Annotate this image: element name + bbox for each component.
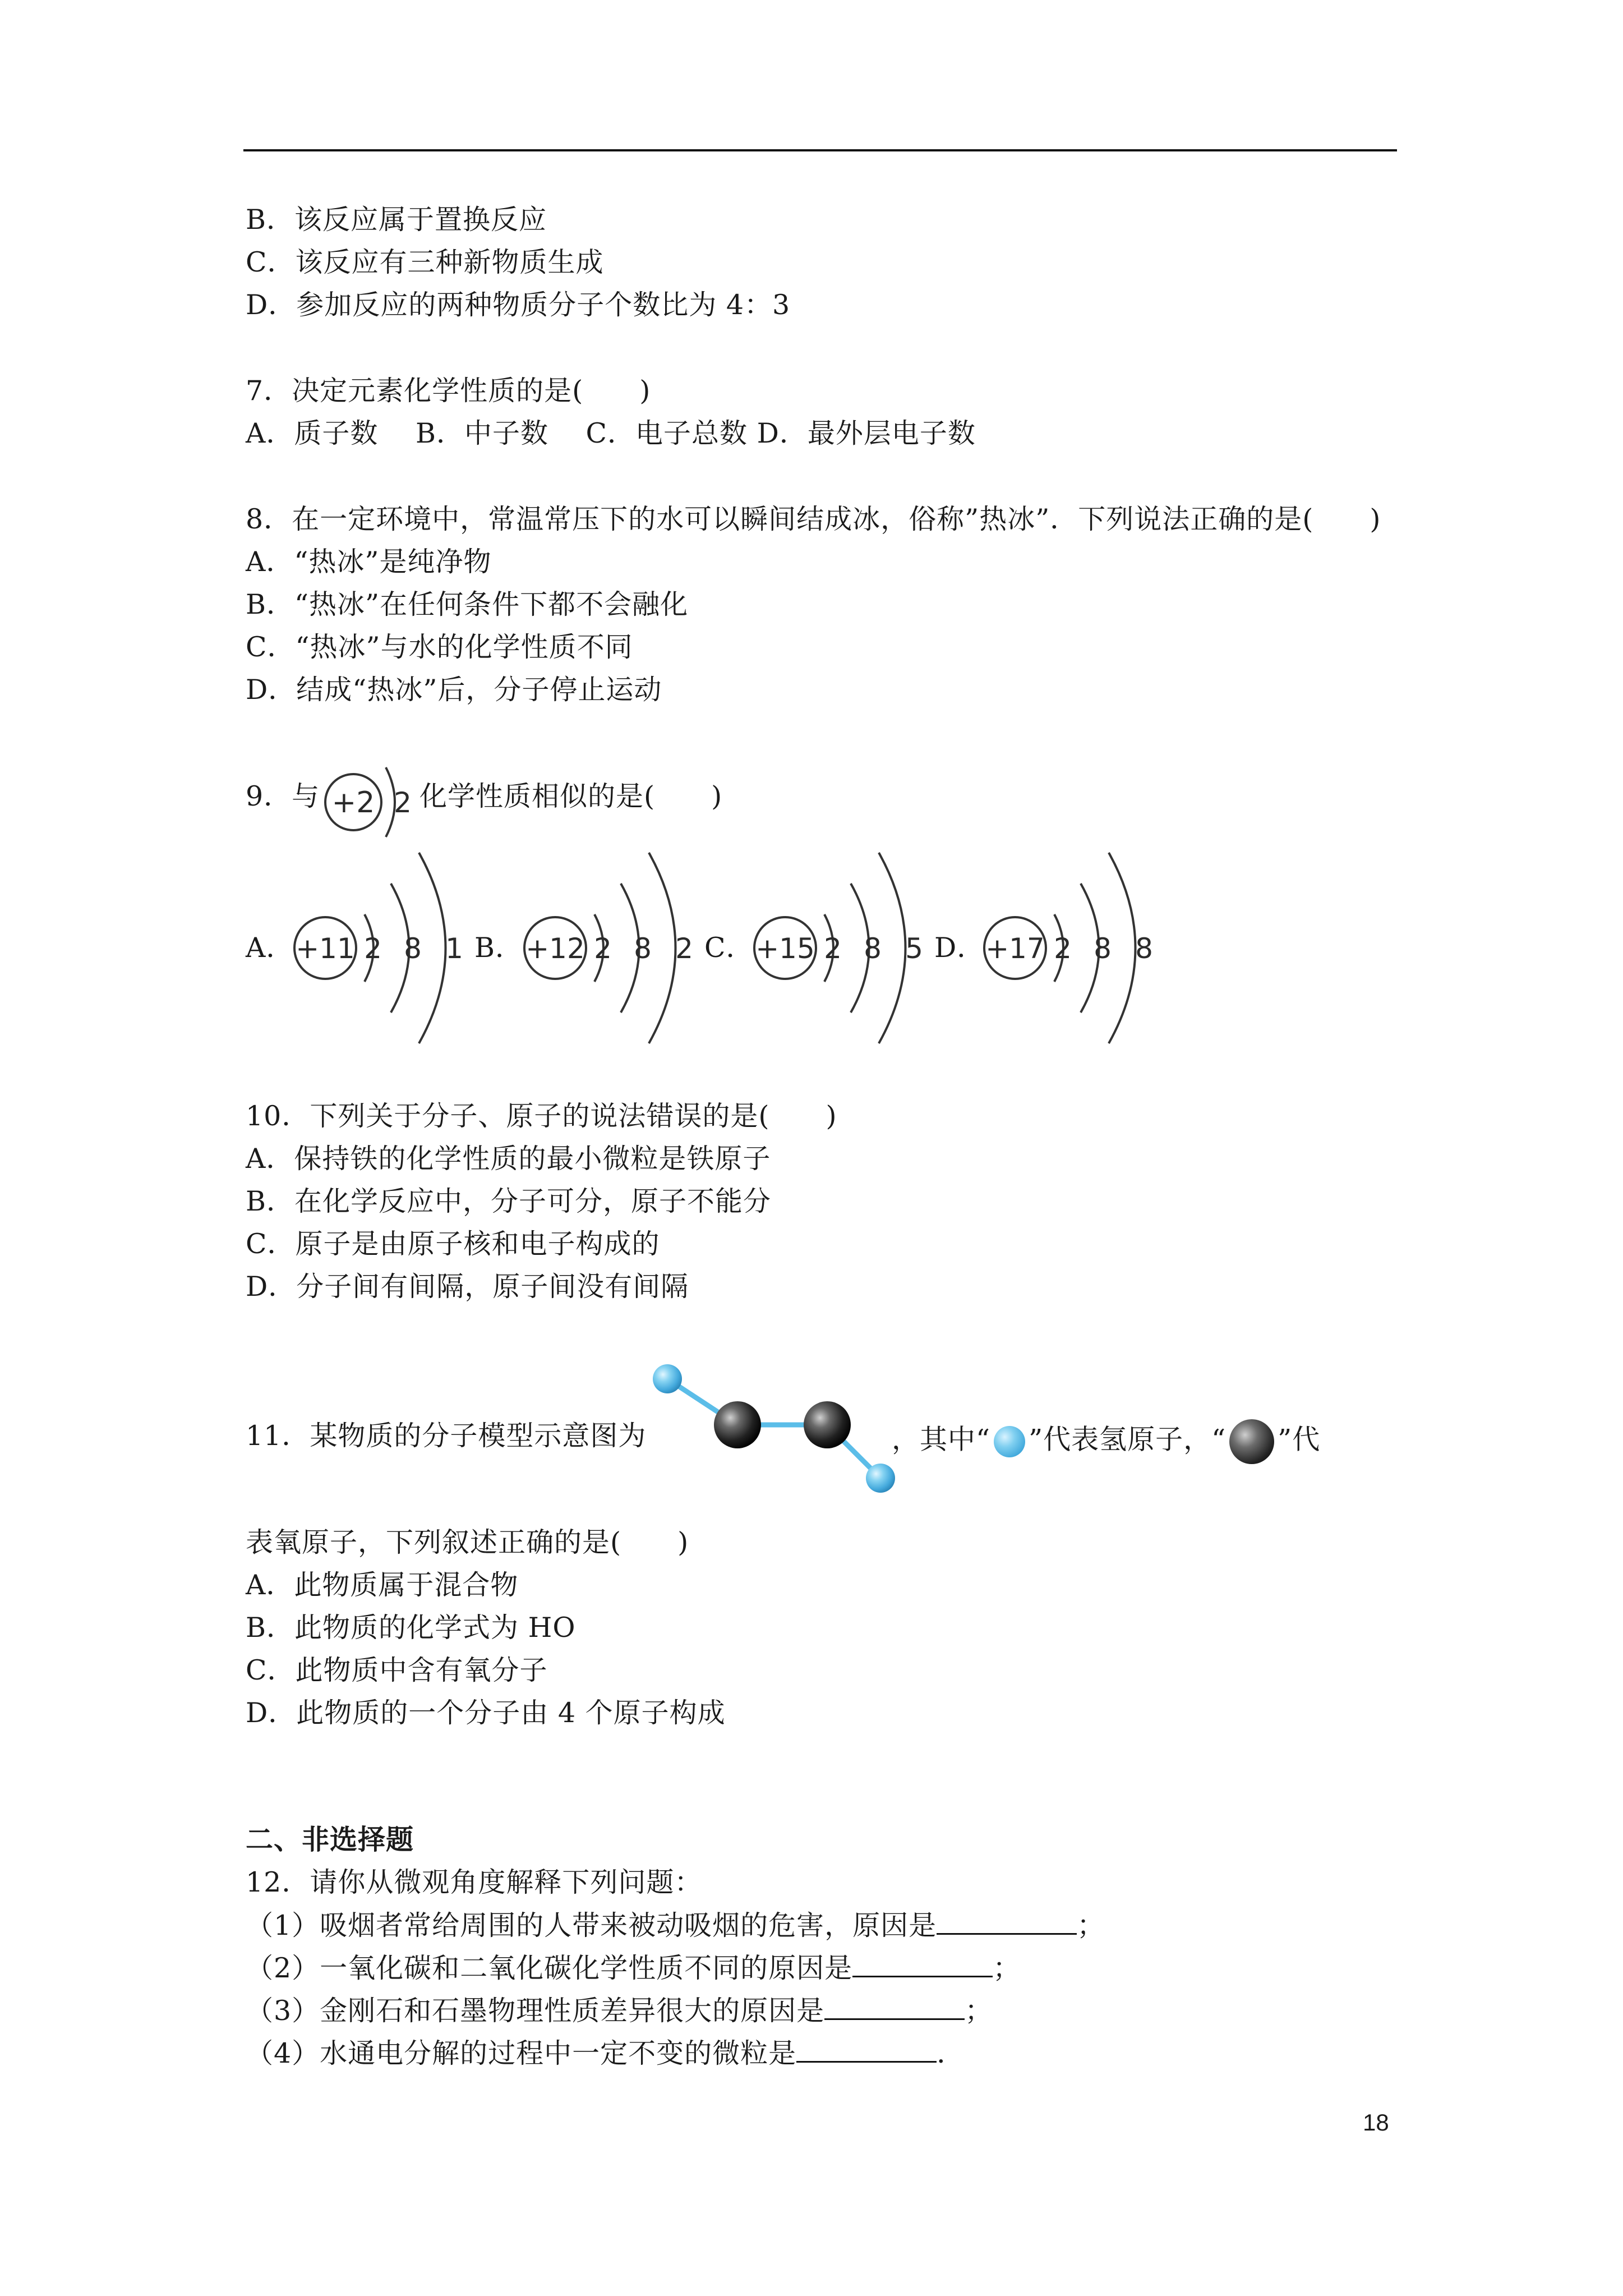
- shell-1-count: 2: [824, 932, 842, 965]
- q9-option-b-label: B．: [474, 932, 524, 964]
- nucleus-charge: +17: [985, 932, 1045, 965]
- q7-stem: 7．决定元素化学性质的是( ): [246, 375, 651, 407]
- q11-option-a: A．此物质属于混合物: [246, 1569, 519, 1601]
- q9-option-c-atom: [753, 847, 926, 1049]
- q9-option-d-atom: [983, 847, 1156, 1049]
- q9-stem-pre: 9．与: [246, 780, 320, 812]
- q10-stem: 10．下列关于分子、原子的说法错误的是( ): [246, 1100, 837, 1132]
- q11-stem-cont: 表氧原子，下列叙述正确的是( ): [246, 1526, 689, 1558]
- q8-option-a: A．“热冰”是纯净物: [246, 546, 492, 578]
- q9-option-a-atom: [293, 847, 467, 1049]
- shell-electron-count: 2: [394, 786, 412, 819]
- q11-text-3: ”代: [1278, 1423, 1321, 1456]
- answer-blank[interactable]: [796, 2036, 937, 2063]
- answer-blank[interactable]: [824, 1994, 965, 2020]
- q12-stem: 12．请你从微观角度解释下列问题：: [246, 1866, 703, 1898]
- hydrogen-atom: [866, 1464, 895, 1493]
- shell-2-count: 8: [634, 932, 652, 965]
- q12-item-3: [246, 1994, 993, 2028]
- oxygen-atom-icon: [1229, 1419, 1274, 1464]
- q10-option-b: B．在化学反应中，分子可分，原子不能分: [246, 1185, 772, 1217]
- nucleus-charge: +2: [331, 786, 375, 820]
- q12-item-2-text: （2）一氧化碳和二氧化碳化学性质不同的原因是: [246, 1952, 853, 1984]
- q9-given-atom-diagram: [320, 757, 421, 847]
- q9-option-c-label: C．: [704, 932, 754, 964]
- q9-option-a-label: A．: [246, 932, 294, 964]
- shell-3-count: 1: [445, 932, 463, 965]
- shell-1-count: 2: [1054, 932, 1072, 965]
- answer-blank[interactable]: [852, 1951, 993, 1977]
- q6-option-c: C．该反应有三种新物质生成: [246, 246, 604, 278]
- q6-option-d: D．参加反应的两种物质分子个数比为 4：3: [246, 289, 791, 321]
- q12-item-1-text: （1）吸烟者常给周围的人带来被动吸烟的危害，原因是: [246, 1910, 937, 1941]
- page-number: 18: [1363, 2109, 1389, 2136]
- q10-option-d: D．分子间有间隔，原子间没有间隔: [246, 1271, 689, 1303]
- shell-2-count: 8: [864, 932, 882, 965]
- q8-option-c: C．“热冰”与水的化学性质不同: [246, 631, 633, 663]
- q11-option-b: B．此物质的化学式为 HO: [246, 1612, 576, 1644]
- q11-option-d: D．此物质的一个分子由 4 个原子构成: [246, 1697, 726, 1729]
- hydrogen-atom: [653, 1364, 682, 1393]
- q12-item-1: [246, 1908, 1105, 1943]
- shell-1-count: 2: [364, 932, 382, 965]
- q12-item-1-end: ；: [1077, 1910, 1105, 1941]
- q12-item-2: [246, 1951, 1021, 1985]
- q11-molecule-model: [645, 1363, 909, 1509]
- nucleus-charge: +11: [296, 932, 355, 965]
- nucleus-charge: +12: [525, 932, 585, 965]
- q8-option-b: B．“热冰”在任何条件下都不会融化: [246, 588, 689, 620]
- shell-3-count: 5: [905, 932, 923, 965]
- q9-option-b-atom: [523, 847, 697, 1049]
- q6-option-b: B．该反应属于置换反应: [246, 204, 547, 236]
- q11-stem-mid: [892, 1419, 1320, 1464]
- q11-stem-pre: 11．某物质的分子模型示意图为: [246, 1420, 647, 1452]
- q11-option-c: C．此物质中含有氧分子: [246, 1654, 548, 1686]
- q9-option-d-label: D．: [934, 932, 985, 964]
- shell-1-count: 2: [594, 932, 612, 965]
- q9-stem-post: 化学性质相似的是( ): [419, 780, 723, 812]
- q12-item-3-end: ；: [965, 1995, 993, 2027]
- q12-item-4: [246, 2036, 965, 2070]
- q11-text-1: ，其中“: [892, 1423, 991, 1456]
- q8-option-d: D．结成“热冰”后，分子停止运动: [246, 674, 662, 706]
- oxygen-atom: [714, 1401, 761, 1448]
- q11-text-2: ”代表氢原子，“: [1029, 1423, 1227, 1456]
- q12-item-2-end: ；: [993, 1952, 1021, 1984]
- shell-3-count: 2: [675, 932, 693, 965]
- oxygen-atom: [804, 1401, 851, 1448]
- q12-item-4-end: ．: [937, 2037, 965, 2069]
- q12-item-3-text: （3）金刚石和石墨物理性质差异很大的原因是: [246, 1995, 825, 2027]
- shell-2-count: 8: [404, 932, 422, 965]
- q10-option-c: C．原子是由原子核和电子构成的: [246, 1228, 660, 1260]
- shell-3-count: 8: [1135, 932, 1153, 965]
- q8-stem: 8．在一定环境中，常温常压下的水可以瞬间结成冰，俗称”热冰”．下列说法正确的是( ): [246, 503, 1381, 535]
- header-rule: [243, 149, 1397, 151]
- hydrogen-atom-icon: [994, 1426, 1025, 1457]
- q10-option-a: A．保持铁的化学性质的最小微粒是铁原子: [246, 1143, 771, 1175]
- section-2-title: 二、非选择题: [246, 1824, 414, 1856]
- q12-item-4-text: （4）水通电分解的过程中一定不变的微粒是: [246, 2037, 797, 2069]
- answer-blank[interactable]: [937, 1908, 1077, 1935]
- shell-2-count: 8: [1094, 932, 1112, 965]
- q7-options: A．质子数 B．中子数 C．电子总数 D．最外层电子数: [246, 417, 976, 449]
- nucleus-charge: +15: [755, 932, 815, 965]
